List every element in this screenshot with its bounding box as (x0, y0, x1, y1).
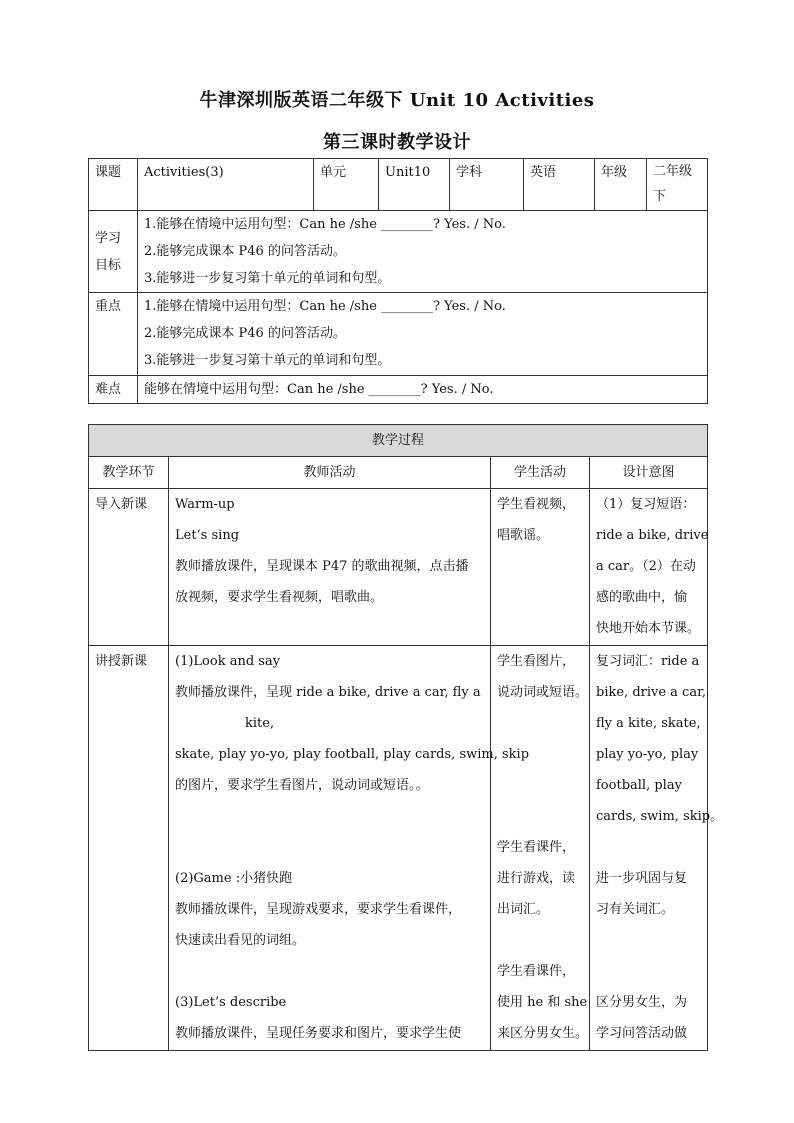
column-intent: 设计意图 (590, 457, 708, 489)
intent-line: 习有关词汇。 (596, 902, 675, 917)
teacher-line (175, 801, 484, 832)
key-item: 3.能够进一步复习第十单元的单词和句型。 (144, 353, 391, 368)
intent-cell (590, 646, 724, 1051)
student-line: 使用 he 和 she (497, 995, 588, 1010)
teacher-line: Let’s sing (175, 528, 240, 543)
key-item: 1.能够在情境中运用句型：Can he /she ________? Yes. / No. (144, 299, 506, 314)
teacher-line: kite, (245, 716, 275, 731)
teacher-line: Warm-up (175, 497, 235, 512)
column-stage: 教学环节 (89, 457, 169, 489)
process-header: 教学过程 (89, 425, 708, 457)
document-subtitle: 第三课时教学设计 (323, 132, 471, 153)
key-content (138, 293, 708, 376)
grade-label: 年级 (595, 159, 647, 211)
unit-value: Unit10 (379, 159, 450, 211)
subject-value: 英语 (524, 159, 595, 211)
intent-line: 进一步巩固与复 (596, 871, 688, 886)
goal-item: 1.能够在情境中运用句型：Can he /she ________? Yes. / No. (144, 217, 506, 232)
intent-line: ride a bike, drive (596, 528, 709, 543)
intent-line: 学习问答活动做 (596, 1026, 688, 1041)
lesson-info-table (88, 158, 708, 404)
teacher-cell (169, 489, 491, 646)
grade-value: 二年级下 (647, 159, 708, 211)
intent-line: fly a kite, skate, (596, 716, 701, 731)
info-row-basic (89, 159, 708, 211)
intent-line: cards, swim, skip。 (596, 809, 724, 824)
column-student: 学生活动 (491, 457, 590, 489)
teacher-line (175, 832, 484, 863)
teacher-line: (1)Look and say (175, 654, 281, 669)
stage-cell: 导入新课 (89, 489, 169, 646)
process-column-row (89, 457, 708, 489)
intent-line: football, play (596, 778, 682, 793)
teacher-line (175, 956, 484, 987)
difficulty-label: 难点 (89, 376, 138, 404)
student-line: 唱歌谣。 (497, 528, 550, 543)
student-line: 学生看课件， (497, 840, 576, 855)
goals-content (138, 211, 708, 293)
unit-label: 单元 (314, 159, 379, 211)
column-teacher: 教师活动 (169, 457, 491, 489)
teacher-line: 的图片，要求学生看图片，说动词或短语。。 (175, 778, 429, 793)
stage-cell: 讲授新课 (89, 646, 169, 1051)
teaching-process-table (88, 424, 724, 1051)
process-row-new-lesson (89, 646, 708, 1051)
document-title: 牛津深圳版英语二年级下 Unit 10 Activities (199, 90, 595, 111)
topic-value: Activities(3) (138, 159, 314, 211)
teacher-line: 教师播放课件，呈现游戏要求，要求学生看课件， (175, 902, 462, 917)
goals-label: 学习目标 (89, 211, 138, 293)
difficulty-content: 能够在情境中运用句型：Can he /she ________? Yes. / No. (138, 376, 708, 404)
intent-line: 复习词汇：ride a (596, 654, 700, 669)
intent-line: a car。（2）在动 (596, 559, 696, 574)
teacher-line: skate, play yo-yo, play football, play cards, swim, skip (175, 747, 530, 762)
student-line: 学生看视频， (497, 497, 576, 512)
student-line: 学生看课件， (497, 964, 576, 979)
info-row-key (89, 293, 708, 376)
teacher-line: 放视频，要求学生看视频，唱歌曲。 (175, 590, 384, 605)
goal-item: 3.能够进一步复习第十单元的单词和句型。 (144, 271, 391, 286)
goal-item: 2.能够完成课本 P46 的问答活动。 (144, 244, 346, 259)
student-line: 出词汇。 (497, 902, 550, 917)
student-cell (491, 489, 590, 646)
intent-line: 感的歌曲中，愉 (596, 590, 688, 605)
teacher-line: 教师播放课件，呈现课本 P47 的歌曲视频，点击播 (175, 559, 469, 574)
topic-label: 课题 (89, 159, 138, 211)
student-line: 说动词或短语。 (497, 685, 589, 700)
teacher-line: 教师播放课件，呈现 ride a bike, drive a car, fly a (175, 685, 481, 700)
teacher-line: 快速读出看见的词组。 (175, 933, 306, 948)
process-header-row (89, 425, 708, 457)
info-row-difficulty (89, 376, 708, 404)
student-line: 来区分男女生。 (497, 1026, 589, 1041)
student-line: 学生看图片， (497, 654, 576, 669)
info-row-goals (89, 211, 708, 293)
intent-line: 区分男女生，为 (596, 995, 688, 1010)
teacher-line: 教师播放课件，呈现任务要求和图片，要求学生使 (175, 1026, 462, 1041)
subject-label: 学科 (450, 159, 524, 211)
intent-line: （1）复习短语： (596, 497, 696, 512)
intent-line: bike, drive a car, (596, 685, 707, 700)
intent-line: 快地开始本节课。 (596, 621, 701, 636)
student-line: 进行游戏，读 (497, 871, 576, 886)
teacher-line: (2)Game :小猪快跑 (175, 871, 293, 886)
process-row-intro (89, 489, 708, 646)
student-cell (491, 646, 590, 1051)
key-item: 2.能够完成课本 P46 的问答活动。 (144, 326, 346, 341)
intent-line: play yo-yo, play (596, 747, 699, 762)
key-label: 重点 (89, 293, 138, 376)
intent-cell (590, 489, 708, 646)
teacher-line: (3)Let’s describe (175, 995, 287, 1010)
